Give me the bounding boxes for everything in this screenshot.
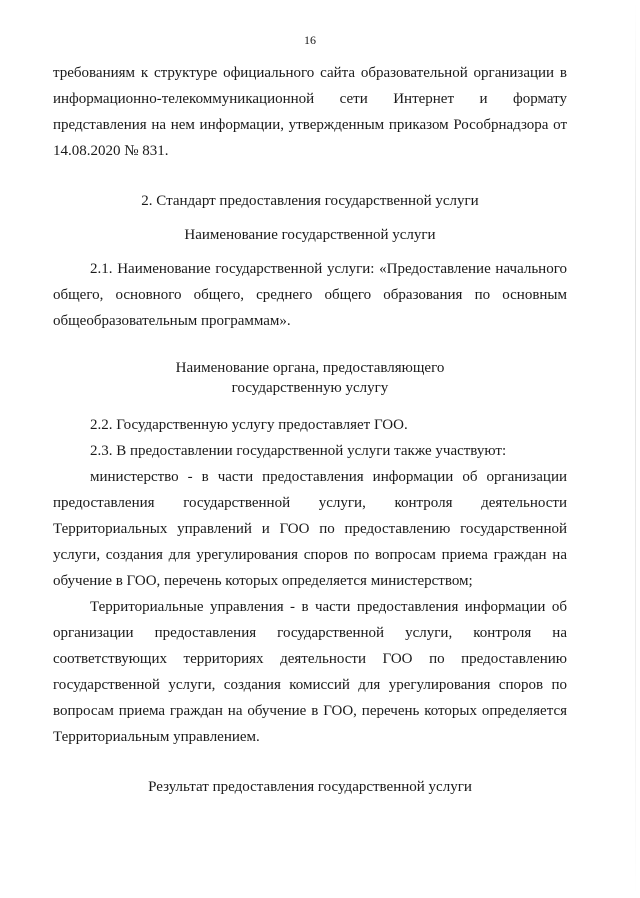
scan-edge-artifact	[635, 0, 636, 898]
paragraph-2-2: 2.2. Государственную услугу предоставляет ГОО.	[90, 417, 408, 433]
paragraph-continuation: требованиям к структуре официального сайта образовательной организации в информационно-телекоммуникационной сети Интернет и формату представления на нем информации, утвержденным приказом Рособрнадзора от 14.08.2020 № 831.	[53, 65, 567, 159]
subheading-result: Результат предоставления государственной услуги	[148, 779, 472, 795]
subheading-service-name: Наименование государственной услуги	[184, 227, 436, 243]
paragraph-2-3: 2.3. В предоставлении государственной услуги также участвуют:	[90, 443, 507, 459]
subheading-organ-line2: государственную услугу	[231, 380, 389, 396]
document-body	[53, 60, 567, 800]
paragraph-2-1: 2.1. Наименование государственной услуги: «Предоставление начального общего, основного общего, среднего общего образования по основным общеобразовательным программам».	[53, 261, 567, 329]
paragraph-territorial: Территориальные управления - в части предоставления информации об организации предоставления государственной услуги, контроля на соответствующих территориях деятельности ГОО по предоставлению государственной услуги, создания комиссий для урегулирования споров по вопросам приема граждан на обучение в ГОО, перечень которых определяется Территориальным управлением.	[53, 599, 567, 745]
page-number: 16	[304, 33, 316, 47]
section-title: 2. Стандарт предоставления государственной услуги	[141, 193, 479, 209]
paragraph-ministry: министерство - в части предоставления информации об организации предоставления государственной услуги, контроля деятельности Территориальных управлений и ГОО по предоставлению государственной услуги, создания для урегулирования споров по вопросам приема граждан на обучение в ГОО, перечень которых определяется министерством;	[53, 469, 567, 589]
subheading-organ-line1: Наименование органа, предоставляющего	[175, 360, 445, 376]
